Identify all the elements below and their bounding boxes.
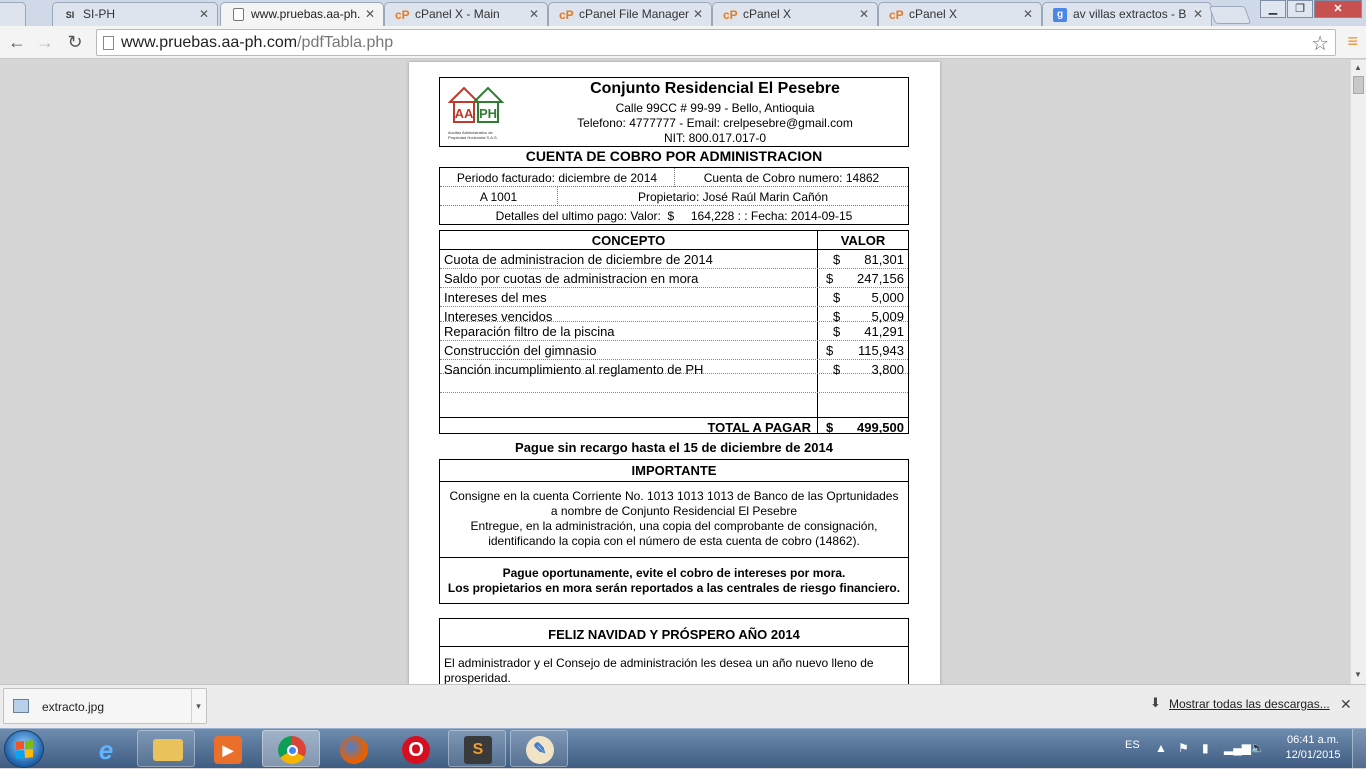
greeting-title: FELIZ NAVIDAD Y PRÓSPERO AÑO 2014 [440, 619, 908, 647]
currency-symbol: $ [833, 362, 841, 377]
bookmark-star-icon[interactable]: ☆ [1311, 33, 1329, 55]
page-viewport [0, 60, 1350, 684]
table-row [440, 322, 908, 341]
tab-label: cPanel X [909, 7, 958, 21]
battery-icon[interactable]: ▮ [1202, 741, 1209, 755]
tab-label: www.pruebas.aa-ph. [251, 7, 361, 21]
total-label: TOTAL A PAGAR [707, 420, 811, 435]
important-body [440, 489, 908, 549]
table-row [440, 307, 908, 322]
warning-line: Los propietarios en mora serán reportados a las centrales de riesgo financiero. [447, 581, 901, 595]
concept-name: Cuota de administracion de diciembre de 2014 [444, 252, 713, 267]
important-line: a nombre de Conjunto Residencial El Pesebre [550, 504, 798, 518]
scroll-down-icon[interactable]: ▼ [1354, 670, 1362, 679]
media-player-icon: ▶ [214, 736, 242, 764]
scroll-up-icon[interactable]: ▲ [1354, 63, 1362, 72]
download-file-name: extracto.jpg [42, 700, 105, 714]
org-nit: NIT: 800.017.017-0 [663, 131, 767, 145]
tab-label: cPanel File Manager [579, 7, 690, 21]
concept-value: 3,800 [871, 362, 904, 377]
back-button[interactable]: ← [8, 32, 26, 52]
cpanel-icon: cP [395, 8, 410, 22]
header-concept: CONCEPTO [591, 233, 666, 248]
close-icon[interactable]: ✕ [198, 7, 209, 21]
window-close-button[interactable]: ✕ [1314, 0, 1362, 18]
concept-value: 5,009 [871, 309, 904, 324]
header-value: VALOR [840, 233, 886, 248]
cpanel-icon: cP [723, 8, 738, 22]
table-row [440, 360, 908, 377]
sublime-text-icon: S [464, 736, 492, 764]
logo [448, 82, 504, 126]
show-desktop-button[interactable] [1352, 729, 1366, 769]
browser-toolbar [0, 26, 1366, 59]
firefox-icon [340, 736, 368, 764]
table-row [440, 288, 908, 307]
taskbar-internet-explorer[interactable] [76, 730, 134, 767]
paint-palette-icon: ✎ [526, 736, 554, 764]
close-icon[interactable]: ✕ [1022, 7, 1033, 21]
action-center-flag-icon[interactable]: ⚑ [1178, 741, 1189, 755]
show-hidden-icons-icon[interactable]: ▲ [1155, 741, 1167, 755]
table-row [440, 250, 908, 269]
org-address: Calle 99CC # 99-99 - Bello, Antioquia [615, 101, 815, 115]
currency-symbol: $ [833, 290, 841, 305]
currency-symbol: $ [833, 324, 841, 339]
concept-name: Construcción del gimnasio [444, 343, 597, 358]
clock-time: 06:41 a.m. [1287, 734, 1339, 746]
currency-symbol: $ [826, 271, 834, 286]
tab-av-villas[interactable] [1042, 2, 1212, 26]
reload-button[interactable]: ↻ [67, 32, 83, 52]
language-indicator[interactable]: ES [1125, 739, 1140, 751]
close-icon[interactable]: ✕ [528, 7, 539, 21]
minimize-button[interactable]: ▁ [1260, 0, 1286, 18]
download-item[interactable] [3, 688, 207, 724]
tab-siph[interactable] [52, 2, 218, 26]
greeting-box [439, 618, 909, 684]
new-tab-button[interactable] [1209, 6, 1252, 24]
due-date-note: Pague sin recargo hasta el 15 de diciembre de 2014 [515, 440, 833, 455]
maximize-button[interactable]: ❐ [1287, 0, 1313, 18]
table-row-empty [440, 374, 908, 393]
unit-number: A 1001 [479, 190, 518, 204]
close-icon[interactable]: ✕ [858, 7, 869, 21]
image-file-icon [13, 699, 29, 713]
total-currency: $ [826, 420, 834, 435]
currency-symbol: $ [833, 309, 841, 324]
charges-table [439, 230, 909, 434]
taskbar-file-explorer[interactable] [137, 730, 195, 767]
important-title: IMPORTANTE [440, 460, 908, 482]
page-icon [103, 36, 114, 50]
taskbar-firefox[interactable] [324, 730, 382, 767]
warning-note [440, 557, 908, 604]
greeting-body: El administrador y el Consejo de administración les desea un año nuevo lleno de prosperidad. [444, 656, 874, 684]
taskbar-paint[interactable] [510, 730, 568, 767]
concept-value: 247,156 [857, 271, 904, 286]
table-row-empty [440, 393, 908, 412]
download-bar [0, 684, 1366, 728]
windows-logo-icon [16, 740, 33, 759]
tab-cpanel-file-manager[interactable] [548, 2, 712, 26]
taskbar-media-player[interactable] [198, 730, 256, 767]
table-row [440, 341, 908, 360]
internet-explorer-icon: e [98, 735, 114, 765]
tab-label: av villas extractos - B [1073, 7, 1187, 21]
tab-label: cPanel X - Main [415, 7, 500, 21]
cpanel-icon: cP [559, 8, 574, 22]
system-clock[interactable] [1280, 733, 1346, 763]
billing-info [439, 167, 909, 225]
start-button[interactable] [4, 730, 44, 768]
tab-label: SI-PH [83, 7, 116, 21]
close-icon[interactable]: ✕ [364, 7, 375, 21]
taskbar-sublime[interactable] [448, 730, 506, 767]
close-icon[interactable]: ✕ [1340, 696, 1352, 712]
cpanel-icon: cP [889, 8, 904, 22]
org-name: Conjunto Residencial El Pesebre [590, 80, 840, 97]
info-row-period [440, 168, 908, 187]
important-line: identificando la copia con el número de esta cuenta de cobro (14862). [488, 534, 860, 548]
concept-name: Intereses del mes [444, 290, 547, 305]
address-bar[interactable] [96, 29, 1336, 56]
url-host: www.pruebas.aa-ph.com [121, 34, 298, 51]
table-header [440, 231, 908, 250]
table-row [440, 269, 908, 288]
warning-line: Pague oportunamente, evite el cobro de intereses por mora. [502, 566, 846, 580]
important-box [439, 459, 909, 604]
last-payment: Detalles del ultimo pago: Valor: $ 164,228 : : Fecha: 2014-09-15 [495, 209, 853, 223]
document-header [439, 77, 909, 147]
document-title: CUENTA DE COBRO POR ADMINISTRACION [525, 148, 823, 164]
svg-text:PH: PH [478, 106, 498, 121]
system-tray [1110, 729, 1366, 769]
menu-icon[interactable]: ≡ [1347, 31, 1358, 51]
folder-icon [153, 739, 183, 761]
tab-cpanel-x-2[interactable] [878, 2, 1042, 26]
forward-button[interactable]: → [36, 32, 54, 52]
concept-name: Sanción incumplimiento al reglamento de PH [444, 362, 704, 377]
clock-date: 12/01/2015 [1285, 749, 1341, 761]
tab-cpanel-main[interactable] [384, 2, 548, 26]
taskbar-opera[interactable] [386, 730, 444, 767]
download-arrow-icon: ⬇ [1150, 695, 1161, 710]
close-icon[interactable]: ✕ [1192, 7, 1203, 21]
currency-symbol: $ [833, 252, 841, 267]
currency-symbol: $ [826, 343, 834, 358]
siph-icon: SI [65, 10, 75, 20]
account-number: Cuenta de Cobro numero: 14862 [703, 171, 880, 185]
concept-name: Intereses vencidos [444, 309, 553, 324]
opera-icon: O [402, 736, 430, 764]
concept-value: 81,301 [864, 252, 904, 267]
important-line: Entregue, en la administración, una copia del comprobante de consignación, [470, 519, 878, 533]
chevron-down-icon[interactable]: ▾ [191, 689, 205, 723]
close-icon[interactable]: ✕ [692, 7, 703, 21]
google-icon: g [1053, 8, 1067, 22]
url-path: /pdfTabla.php [297, 34, 394, 51]
billing-period: Periodo facturado: diciembre de 2014 [456, 171, 658, 185]
taskbar-chrome[interactable] [262, 730, 320, 767]
tab-cpanel-x-1[interactable] [712, 2, 878, 26]
tab-pruebas[interactable] [220, 2, 384, 26]
svg-text:AA: AA [454, 106, 474, 121]
chrome-icon [278, 736, 306, 764]
concept-value: 41,291 [864, 324, 904, 339]
profile-tab-stub[interactable] [0, 2, 26, 26]
total-row [440, 417, 908, 434]
tab-strip [0, 0, 1366, 26]
url-text[interactable] [121, 34, 393, 52]
volume-icon[interactable]: 🔈 [1250, 741, 1265, 755]
windows-taskbar [0, 728, 1366, 768]
important-line: Consigne en la cuenta Corriente No. 1013 1013 1013 de Banco de las Oprtunidades [449, 489, 899, 503]
info-row-owner [440, 187, 908, 206]
org-contact: Telefono: 4777777 - Email: crelpesebre@gmail.com [577, 116, 853, 130]
logo-caption: Auxiliar Administrativo de Propiedad Horizontal S.A.S. [448, 130, 498, 140]
vertical-scrollbar[interactable] [1350, 60, 1366, 684]
concept-name: Saldo por cuotas de administracion en mora [444, 271, 699, 286]
network-signal-icon[interactable]: ▂▄▆ [1224, 741, 1251, 755]
total-value: 499,500 [857, 420, 904, 435]
owner-name: Propietario: José Raúl Marin Cañón [637, 190, 829, 204]
concept-value: 115,943 [857, 343, 904, 358]
scrollbar-thumb[interactable] [1353, 76, 1364, 94]
show-all-downloads-link[interactable]: Mostrar todas las descargas... [1169, 697, 1330, 711]
concept-value: 5,000 [871, 290, 904, 305]
info-row-last-payment [440, 206, 908, 225]
invoice-document [409, 62, 940, 684]
page-icon [233, 8, 244, 21]
concept-name: Reparación filtro de la piscina [444, 324, 615, 339]
tab-label: cPanel X [743, 7, 792, 21]
